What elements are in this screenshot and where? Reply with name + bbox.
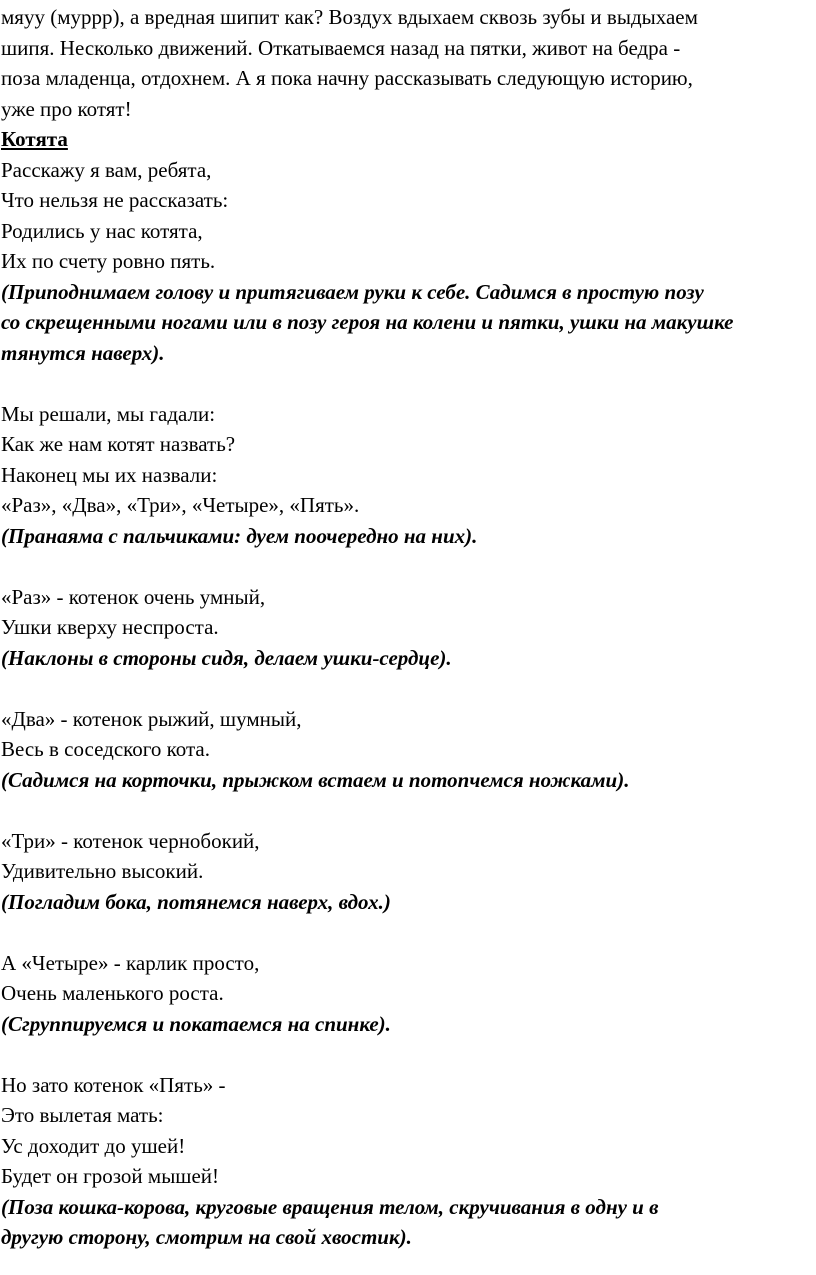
document-body bbox=[1, 2, 815, 1253]
stanza-4 bbox=[1, 704, 815, 796]
verse-line: Будет он грозой мышей! bbox=[1, 1164, 220, 1188]
verse-line: Весь в соседского кота. bbox=[1, 737, 210, 761]
verse-line: «Два» - котенок рыжий, шумный, bbox=[1, 706, 302, 731]
spacer bbox=[1, 368, 815, 399]
verse-line: «Три» - котенок чернобокий, bbox=[1, 828, 260, 853]
verse-line: Ус доходит до ушей! bbox=[1, 1133, 186, 1158]
verse-line: Родились у нас котята, bbox=[1, 218, 203, 243]
verse-line: Ушки кверху неспроста. bbox=[1, 615, 219, 639]
intro-paragraph bbox=[1, 2, 815, 124]
verse-line: Удивительно высокий. bbox=[1, 859, 204, 883]
verse-line: Это вылетая мать: bbox=[1, 1103, 164, 1127]
exercise-note: со скрещенными ногами или в позу героя на колени и пятки, ушки на макушке bbox=[1, 310, 734, 334]
verse-line: «Раз», «Два», «Три», «Четыре», «Пять». bbox=[1, 493, 360, 517]
intro-line: мяуу (муррр), а вредная шипит как? Воздух вдыхаем сквозь зубы и выдыхаем bbox=[1, 5, 698, 29]
verse-line: Расскажу я вам, ребята, bbox=[1, 157, 212, 182]
exercise-note: (Погладим бока, потянемся наверх, вдох.) bbox=[1, 889, 391, 914]
spacer bbox=[1, 551, 815, 582]
verse-line: Но зато котенок «Пять» - bbox=[1, 1072, 226, 1097]
exercise-note: (Садимся на корточки, прыжком встаем и потопчемся ножками). bbox=[1, 767, 630, 792]
exercise-note: (Сгруппируемся и покатаемся на спинке). bbox=[1, 1011, 391, 1036]
spacer bbox=[1, 917, 815, 948]
spacer bbox=[1, 1039, 815, 1070]
stanza-1 bbox=[1, 155, 815, 369]
spacer bbox=[1, 673, 815, 704]
exercise-note: (Пранаяма с пальчиками: дуем поочередно на них). bbox=[1, 523, 478, 548]
verse-line: Что нельзя не рассказать: bbox=[1, 188, 229, 212]
verse-line: Как же нам котят назвать? bbox=[1, 432, 236, 456]
exercise-note: другую сторону, смотрим на свой хвостик). bbox=[1, 1225, 412, 1249]
verse-line: «Раз» - котенок очень умный, bbox=[1, 584, 266, 609]
verse-line: Очень маленького роста. bbox=[1, 981, 224, 1005]
stanza-7 bbox=[1, 1070, 815, 1253]
exercise-note: (Поза кошка-корова, круговые вращения телом, скручивания в одну и в bbox=[1, 1194, 659, 1219]
exercise-note: тянутся наверх). bbox=[1, 340, 165, 365]
exercise-note: (Приподнимаем голову и притягиваем руки к себе. Садимся в простую позу bbox=[1, 279, 704, 304]
verse-line: Их по счету ровно пять. bbox=[1, 249, 216, 273]
stanza-3 bbox=[1, 582, 815, 674]
verse-line: Мы решали, мы гадали: bbox=[1, 401, 216, 426]
spacer bbox=[1, 795, 815, 826]
poem-title: Котята bbox=[1, 127, 68, 151]
intro-line: уже про котят! bbox=[1, 96, 132, 121]
stanza-6 bbox=[1, 948, 815, 1040]
exercise-note: (Наклоны в стороны сидя, делаем ушки-сердце). bbox=[1, 645, 452, 670]
intro-line: поза младенца, отдохнем. А я пока начну рассказывать следующую историю, bbox=[1, 66, 693, 90]
stanza-2 bbox=[1, 399, 815, 552]
stanza-5 bbox=[1, 826, 815, 918]
verse-line: А «Четыре» - карлик просто, bbox=[1, 950, 260, 975]
intro-line: шипя. Несколько движений. Откатываемся назад на пятки, живот на бедра - bbox=[1, 35, 681, 60]
verse-line: Наконец мы их назвали: bbox=[1, 462, 218, 487]
